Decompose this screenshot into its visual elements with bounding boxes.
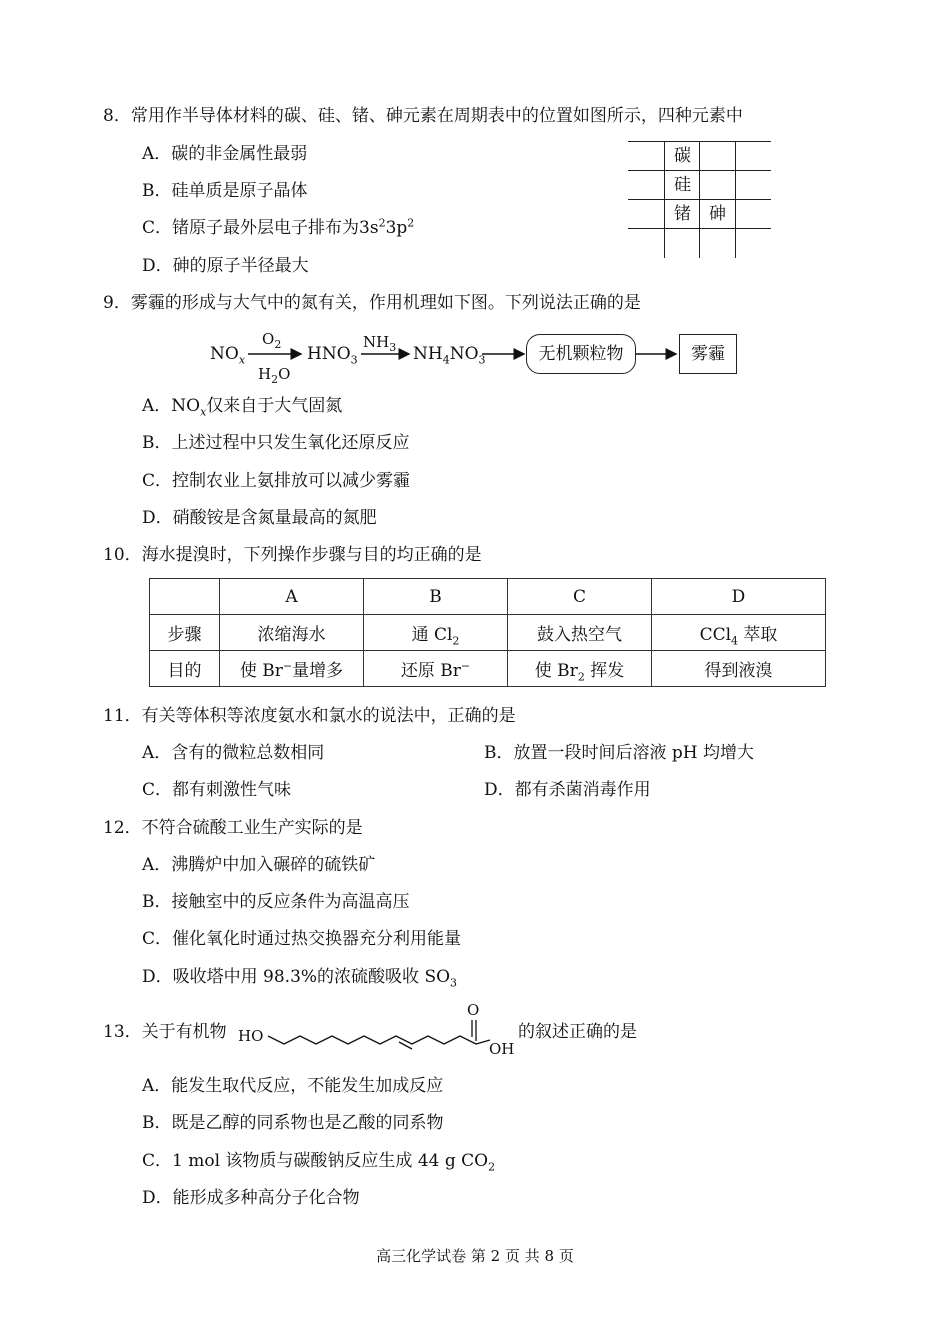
q13-stem-tail: 的叙述正确的是 (518, 1022, 637, 1042)
q9-option-d: D．硝酸铵是含氮量最高的氮肥 (142, 508, 377, 528)
cell-carbon: 碳 (674, 146, 691, 166)
struct-o: O (467, 1001, 480, 1019)
q11-option-d: D．都有杀菌消毒作用 (484, 780, 651, 800)
q8-option-d: D．砷的原子半径最大 (142, 256, 309, 276)
flow-o2: $O_2$ (262, 330, 282, 351)
struct-ho: HO (238, 1027, 264, 1045)
q13-option-a: A．能发生取代反应，不能发生加成反应 (142, 1076, 444, 1096)
flow-h2o: $H_2O$ (258, 365, 291, 386)
flow-nh4no3: $NH_4NO_3$ (413, 344, 486, 367)
q13-stem: 13．关于有机物 (103, 1022, 227, 1042)
cell-silicon: 硅 (674, 175, 691, 195)
struct-oh: OH (489, 1040, 515, 1058)
q13-option-b: B．既是乙醇的同系物也是乙酸的同系物 (142, 1113, 444, 1133)
flow-nox: $NO_x$ (210, 344, 246, 367)
q11-option-a: A．含有的微粒总数相同 (142, 743, 325, 763)
table-row: A B C D (150, 579, 826, 615)
page-footer: 高三化学试卷 第 2 页 共 8 页 (376, 1247, 574, 1265)
q12-option-a: A．沸腾炉中加入碾碎的硫铁矿 (142, 855, 376, 875)
table-row: 目的 使 Br−量增多 还原 Br− 使 $Br_2$ 挥发 得到液溴 (150, 651, 826, 687)
q10-stem: 10．海水提溴时，下列操作步骤与目的均正确的是 (103, 545, 482, 565)
q8-stem: 8．常用作半导体材料的碳、硅、锗、砷元素在周期表中的位置如图所示，四种元素中 (103, 106, 743, 126)
q9-option-b: B．上述过程中只发生氧化还原反应 (142, 433, 410, 453)
q11-option-b: B．放置一段时间后溶液 pH 均增大 (484, 743, 755, 763)
q12-option-b: B．接触室中的反应条件为高温高压 (142, 892, 410, 912)
q8-option-a: A．碳的非金属性最弱 (142, 144, 308, 164)
flow-nh3: $NH_3$ (363, 333, 397, 354)
q9-stem: 9．雾霾的形成与大气中的氮有关，作用机理如下图。下列说法正确的是 (103, 293, 641, 313)
q11-stem: 11．有关等体积等浓度氨水和氯水的说法中，正确的是 (103, 706, 516, 726)
q13-option-d: D．能形成多种高分子化合物 (142, 1188, 360, 1208)
flow-hno3: $HNO_3$ (307, 344, 358, 367)
q12-option-d: D．吸收塔中用 98.3%的浓硫酸吸收 $SO_3$ (142, 967, 458, 990)
q8-option-b: B．硅单质是原子晶体 (142, 181, 308, 201)
q9-option-a: A．$NO_x$仅来自于大气固氮 (142, 396, 343, 419)
flow-box-particles: 无机颗粒物 (526, 334, 636, 374)
table-row: 步骤 浓缩海水 通 $Cl_2$ 鼓入热空气 CCl$_4$ 萃取 (150, 615, 826, 651)
flow-box-haze: 雾霾 (679, 334, 737, 374)
cell-arsenic: 砷 (709, 204, 726, 224)
q9-option-c: C．控制农业上氨排放可以减少雾霾 (142, 471, 411, 491)
q13-option-c: C．1 mol 该物质与碳酸钠反应生成 44 g $CO_2$ (142, 1151, 496, 1174)
q11-option-c: C．都有刺激性气味 (142, 780, 292, 800)
q12-stem: 12．不符合硫酸工业生产实际的是 (103, 818, 363, 838)
q12-option-c: C．催化氧化时通过热交换器充分利用能量 (142, 929, 462, 949)
q8-option-c: C．锗原子最外层电子排布为$3s^23p^2$ (142, 216, 415, 238)
cell-germanium: 锗 (674, 204, 691, 224)
